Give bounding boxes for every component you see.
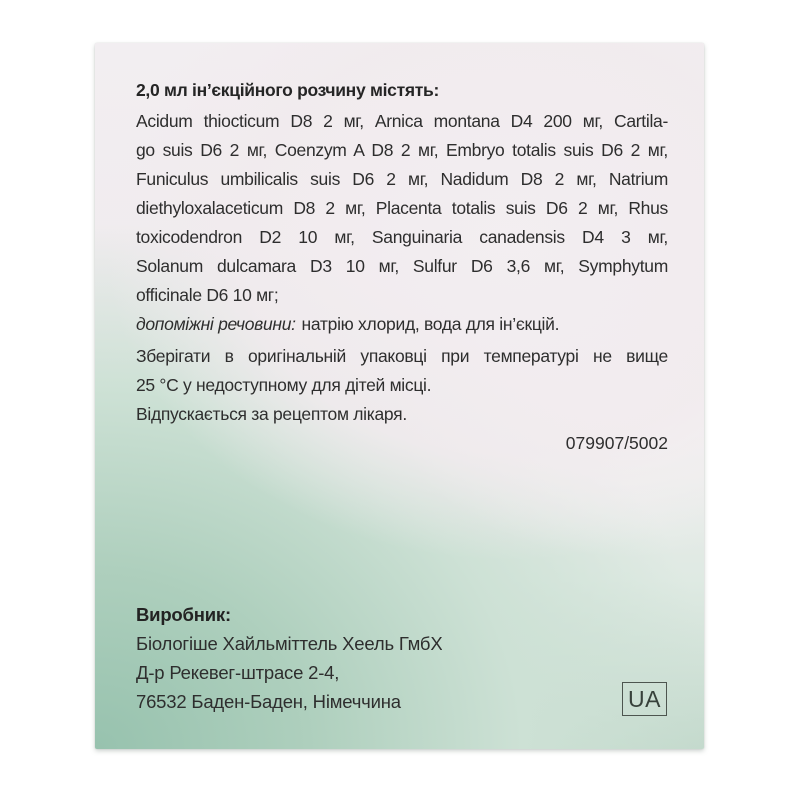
ingredients-line-6: Solanum dulcamara D3 10 мг, Sulfur D6 3,6 мг, Symphytum <box>136 256 668 276</box>
storage-line-1: Зберігати в оригінальній упаковці при температурі не вище <box>136 346 668 366</box>
ingredients-line-5: toxicodendron D2 10 мг, Sanguinaria canadensis D4 3 мг, <box>136 227 668 247</box>
auxiliary-substances-line <box>136 310 668 339</box>
auxiliary-text: натрію хлорид, вода для ін’єкцій. <box>301 314 560 334</box>
manufacturer-block <box>136 600 442 716</box>
manufacturer-street: Д-р Рекевег-штрасе 2-4, <box>136 662 340 683</box>
ingredients-line-7: officinale D6 10 мг; <box>136 285 279 305</box>
label-text-block <box>136 76 668 458</box>
manufacturer-heading: Виробник: <box>136 604 231 625</box>
storage-line-2: 25 °C у недоступному для дітей місці. <box>136 375 432 395</box>
composition-title: 2,0 мл ін’єкційного розчину містять: <box>136 80 440 100</box>
registration-number: 079907/5002 <box>565 433 668 453</box>
dispensing-conditions-line: Відпускається за рецептом лікаря. <box>136 404 407 424</box>
manufacturer-city: 76532 Баден-Баден, Німеччина <box>136 691 401 712</box>
medicine-package-back-panel <box>95 43 704 749</box>
ua-country-code-label: UA <box>628 685 661 712</box>
ingredients-line-1: Acidum thiocticum D8 2 мг, Arnica montana D4 200 мг, Cartila- <box>136 111 668 131</box>
ingredients-line-4: diethyloxalaceticum D8 2 мг, Placenta totalis suis D6 2 мг, Rhus <box>136 198 668 218</box>
ingredients-line-2: go suis D6 2 мг, Coenzym A D8 2 мг, Embryo totalis suis D6 2 мг, <box>136 140 668 160</box>
auxiliary-label: допоміжні речовини: <box>136 314 296 334</box>
manufacturer-name: Біологіше Хайльміттель Хеель ГмбХ <box>136 633 443 654</box>
ua-country-code-box <box>622 682 667 716</box>
ingredients-line-3: Funiculus umbilicalis suis D6 2 мг, Nadidum D8 2 мг, Natrium <box>136 169 668 189</box>
